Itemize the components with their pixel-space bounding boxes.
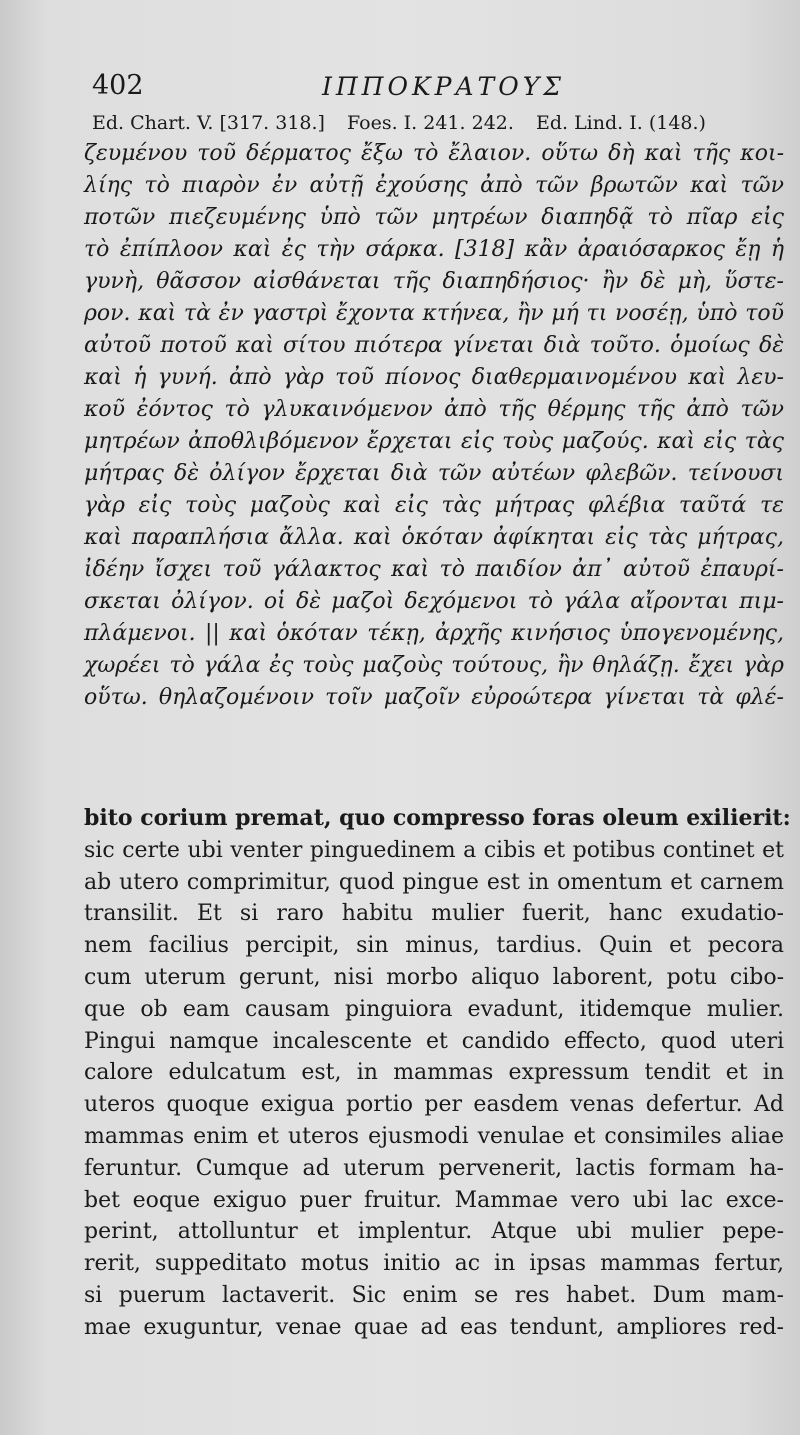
latin-line: rerit, suppeditato motus initio ac in ipsas mammas fertur, [84,1251,784,1277]
greek-line: κοῦ ἐόντος τὸ γλυκαινόμενον ἀπὸ τῆς θέρμης τῆς ἀπὸ τῶν [84,397,784,422]
latin-line: mammas enim et uteros ejusmodi venulae et consimiles aliae [84,1123,784,1149]
latin-line: que ob eam causam pinguiora evadunt, itidemque mulier. [84,996,784,1022]
latin-line: uteros quoque exigua portio per easdem venas defertur. Ad [84,1092,784,1118]
latin-line: mae exuguntur, venae quae ad eas tendunt, ampliores red- [84,1314,784,1340]
latin-line: si puerum lactaverit. Sic enim se res habet. Dum mam- [84,1282,784,1308]
latin-line: nem facilius percipit, sin minus, tardius. Quin et pecora [84,933,784,959]
page-number: 402 [92,70,144,101]
greek-line: χωρέει τὸ γάλα ἐς τοὺς μαζοὺς τούτους, ἢν θηλάζῃ. ἔχει γὰρ [84,653,784,678]
greek-line: πλάμενοι. || καὶ ὁκόταν τέκῃ, ἀρχῆς κινήσιος ὑπογενομένης, [84,621,784,646]
latin-line: Pingui namque incalescente et candido effecto, quod uteri [84,1028,784,1054]
edition-references [92,112,782,134]
greek-text-block [84,138,784,714]
latin-line: feruntur. Cumque ad uterum pervenerit, lactis formam ha- [84,1155,784,1181]
greek-line: ποτῶν πιεζευμένης ὑπὸ τῶν μητρέων διαπηδᾷ τὸ πῖαρ εἰς [84,205,784,230]
greek-line: ρον. καὶ τὰ ἐν γαστρὶ ἔχοντα κτήνεα, ἢν μή τι νοσέῃ, ὑπὸ τοῦ [84,301,784,326]
greek-line: οὕτω. θηλαζομένοιν τοῖν μαζοῖν εὐροώτερα γίνεται τὰ φλέ- [84,685,784,710]
greek-line: καὶ ἡ γυνή. ἀπὸ γὰρ τοῦ πίονος διαθερμαινομένου καὶ λευ- [84,365,784,390]
edition-ref-foes: Foes. I. 241. 242. [347,112,514,134]
greek-line: μητρέων ἀποθλιβόμενον ἔρχεται εἰς τοὺς μαζούς. καὶ εἰς τὰς [84,429,784,454]
latin-line: cum uterum gerunt, nisi morbo aliquo laborent, potu cibo- [84,964,784,990]
greek-line: λίης τὸ πιαρὸν ἐν αὐτῇ ἐχούσης ἀπὸ τῶν βρωτῶν καὶ τῶν [84,173,784,198]
latin-line: calore edulcatum est, in mammas expressum tendit et in [84,1060,784,1086]
latin-line: bito corium premat, quo compresso foras oleum exilierit: [84,805,791,831]
running-title: ΙΠΠΟΚΡΑΤΟΥΣ [322,72,565,101]
running-head [92,70,772,110]
latin-line: transilit. Et si raro habitu mulier fuerit, hanc exudatio- [84,901,784,927]
greek-line: γυνὴ, θᾶσσον αἰσθάνεται τῆς διαπηδήσιος· ἢν δὲ μὴ, ὕστε- [84,269,784,294]
greek-line: καὶ παραπλήσια ἄλλα. καὶ ὁκόταν ἀφίκηται εἰς τὰς μήτρας, [84,525,784,550]
greek-line: ἰδέην ἴσχει τοῦ γάλακτος καὶ τὸ παιδίον ἀπ᾽ αὐτοῦ ἐπαυρί- [84,557,784,582]
edition-ref-chart: Ed. Chart. V. [317. 318.] [92,112,325,134]
greek-line: σκεται ὀλίγον. οἱ δὲ μαζοὶ δεχόμενοι τὸ γάλα αἴρονται πιμ- [84,589,784,614]
greek-line: γὰρ εἰς τοὺς μαζοὺς καὶ εἰς τὰς μήτρας φλέβια ταῦτά τε [84,493,784,518]
latin-text-block [84,803,791,1344]
greek-line: αὐτοῦ ποτοῦ καὶ σίτου πιότερα γίνεται διὰ τοῦτο. ὁμοίως δὲ [84,333,784,358]
greek-line: τὸ ἐπίπλοον καὶ ἐς τὴν σάρκα. [318] κἂν ἀραιόσαρκος ἔῃ ἡ [84,237,784,262]
edition-ref-lind: Ed. Lind. I. (148.) [535,112,706,134]
greek-line: ζευμένου τοῦ δέρματος ἔξω τὸ ἔλαιον. οὕτω δὴ καὶ τῆς κοι- [84,141,784,166]
latin-line: perint, attolluntur et implentur. Atque ubi mulier pepe- [84,1219,784,1245]
latin-line: ab utero comprimitur, quod pingue est in omentum et carnem [84,869,784,895]
latin-line: bet eoque exiguo puer fruitur. Mammae vero ubi lac exce- [84,1187,784,1213]
greek-line: μήτρας δὲ ὀλίγον ἔρχεται διὰ τῶν αὐτέων φλεβῶν. τείνουσι [84,461,784,486]
latin-line: sic certe ubi venter pinguedinem a cibis et potibus continet et [84,837,784,863]
